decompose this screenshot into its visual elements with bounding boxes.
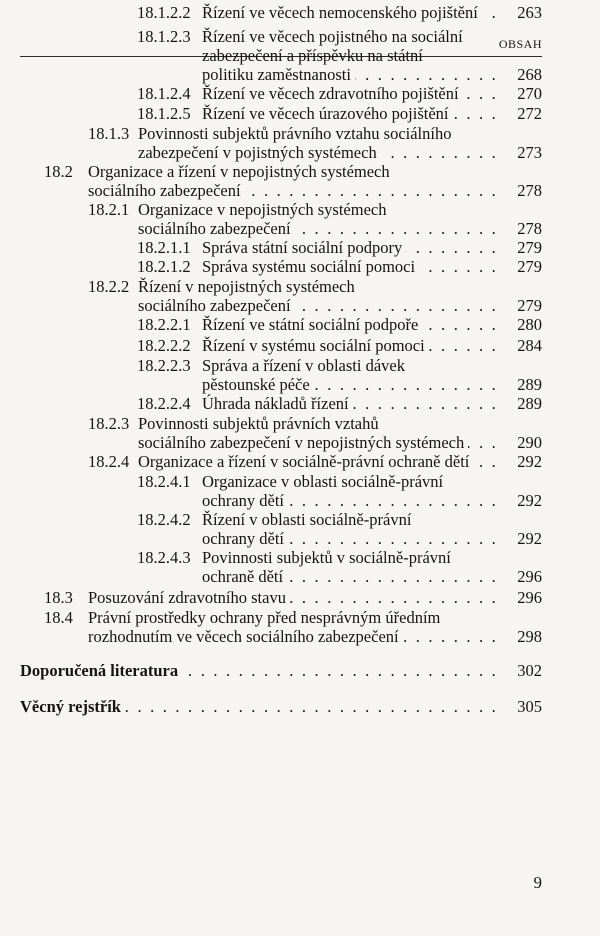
toc-entry-line [0,548,542,568]
toc-entry-line [0,472,542,492]
toc-dot-leader [355,65,498,85]
toc-entry-title[interactable]: Řízení ve věcech úrazového pojištění [202,104,449,123]
toc-page-number[interactable]: 278 [517,219,542,239]
toc-page-number[interactable]: 292 [517,491,542,511]
toc-entry-line [0,315,542,335]
page-number: 9 [533,873,542,892]
toc-page-number[interactable]: 290 [517,433,542,453]
toc-page-number[interactable]: 279 [517,238,542,257]
toc-section-number: 18.2 [44,162,73,181]
toc-entry-title[interactable]: Řízení ve věcech zdravotního pojištění [202,84,459,103]
toc-dot-leader [403,627,498,647]
toc-section-number: 18.1.3 [88,124,130,143]
toc-entry-line [0,510,542,530]
toc-dot-leader [288,491,498,511]
toc-section-number: 18.2.2.2 [137,336,191,355]
toc-entry-title[interactable]: Úhrada nákladů řízení [202,394,349,413]
toc-dot-leader [381,143,498,163]
toc-page-number[interactable]: 284 [517,336,542,355]
toc-entry-line [0,238,542,258]
toc-page-number[interactable]: 279 [517,257,542,276]
toc-entry-line [0,336,542,356]
toc-entry-line [0,27,542,47]
toc-section-number: 18.1.2.2 [137,3,191,22]
toc-section-number: 18.2.2.3 [137,356,191,375]
toc-dot-leader [473,452,498,472]
toc-entry-title[interactable]: sociálního zabezpečení v nepojistných systémech [138,433,465,453]
toc-dot-leader [429,336,498,356]
toc-entry-title[interactable]: Organizace a řízení v nepojistných systémech [88,162,390,181]
toc-entry-title[interactable]: ochrany dětí [202,491,285,511]
toc-entry-title[interactable]: sociálního zabezpečení [88,181,241,201]
toc-dot-leader [182,661,498,681]
toc-entry-line [0,375,542,395]
toc-entry-line [0,414,542,434]
toc-entry-title[interactable]: Povinnosti subjektů právního vztahu sociálního [138,124,452,143]
toc-dot-leader [288,529,498,549]
toc-section-number: 18.1.2.4 [137,84,191,103]
toc-section-number: 18.2.1.2 [137,257,191,276]
toc-entry-title[interactable]: zabezpečení a příspěvku na státní [202,46,423,66]
toc-entry-title[interactable]: politiku zaměstnanosti [202,65,351,85]
toc-entry-line [0,296,542,316]
toc-page-number[interactable]: 289 [517,394,542,413]
toc-dot-leader [463,84,498,104]
toc-dot-leader [453,104,499,124]
toc-entry-line [0,608,542,628]
toc-entry-line [0,219,542,239]
toc-section-number: 18.3 [44,588,73,607]
toc-page-number[interactable]: 278 [517,181,542,201]
toc-section-number: 18.2.2.4 [137,394,191,413]
toc-entry-title[interactable]: Řízení ve věcech nemocenského pojištění [202,3,478,22]
toc-dot-leader [125,697,498,717]
running-header: OBSAH [498,37,542,51]
toc-page-number[interactable]: 296 [517,567,542,587]
toc-section-number: 18.2.2 [88,277,130,296]
toc-dot-leader [419,257,498,277]
toc-entry-line [0,3,542,23]
toc-entry-line [0,124,542,144]
toc-entry-line [0,277,542,297]
toc-page-number[interactable]: 272 [517,104,542,123]
toc-page-number[interactable]: 289 [517,375,542,395]
toc-section-number: 18.2.1 [88,200,130,219]
toc-entry-line [0,162,542,182]
toc-section-number: 18.1.2.5 [137,104,191,123]
toc-entry-title[interactable]: ochraně dětí [202,567,284,587]
toc-entry-title[interactable]: Řízení v oblasti sociálně-právní [202,510,412,529]
toc-entry-title[interactable]: ochrany dětí [202,529,285,549]
toc-page-number[interactable]: 273 [517,143,542,163]
toc-section-number: 18.2.4.1 [137,472,191,491]
toc-page-number[interactable]: 302 [517,661,542,680]
toc-dot-leader [245,181,498,201]
toc-entry-title[interactable]: sociálního zabezpečení [138,219,291,239]
toc-entry-title[interactable]: Řízení ve věcech pojistného na sociální [202,27,463,46]
toc-entry-title[interactable]: pěstounské péče [202,375,310,395]
toc-section-number: 18.2.4 [88,452,130,471]
toc-page-number[interactable]: 263 [517,3,542,22]
toc-dot-leader [468,433,498,453]
toc-entry-line [0,200,542,220]
toc-dot-leader [482,3,498,23]
toc-entry-title[interactable]: Věcný rejstřík [20,697,121,716]
toc-entry-title[interactable]: Doporučená literatura [20,661,179,680]
toc-page-number[interactable]: 298 [517,627,542,647]
toc-entry-line [0,356,542,376]
toc-section-number: 18.2.2.1 [137,315,191,334]
toc-entry-line [0,104,542,124]
toc-entry-line [0,257,542,277]
toc-entry-line [0,529,542,549]
toc-entry-title[interactable]: Řízení ve státní sociální podpoře [202,315,419,334]
toc-entry-line [0,433,542,453]
toc-page-number[interactable]: 292 [517,452,542,471]
toc-entry-title[interactable]: Organizace v oblasti sociálně-právní [202,472,444,491]
toc-entry-line [0,181,542,201]
toc-entry-title[interactable]: Řízení v nepojistných systémech [138,277,355,296]
toc-entry-line [0,84,542,104]
toc-entry-line [0,567,542,587]
toc-page-number[interactable]: 268 [517,65,542,85]
toc-page-number[interactable]: 305 [517,697,542,716]
toc-dot-leader [314,375,498,395]
toc-entry-line [0,627,542,647]
toc-entry-line [0,46,542,66]
toc-section-number: 18.2.3 [88,414,130,433]
toc-entry-line [0,143,542,163]
toc-entry-title[interactable]: Správa a řízení v oblasti dávek [202,356,405,375]
toc-entry-title[interactable]: Povinnosti subjektů právních vztahů [138,414,379,433]
toc-dot-leader [287,567,498,587]
toc-entry-title[interactable]: Řízení v systému sociální pomoci [202,336,425,355]
toc-section-number: 18.1.2.3 [137,27,191,46]
toc-page-number[interactable]: 296 [517,588,542,607]
toc-entry-title[interactable]: Správa státní sociální podpory [202,238,403,257]
toc-entry-line [0,588,542,608]
toc-dot-leader [353,394,498,414]
toc-entry-title[interactable]: rozhodnutím ve věcech sociálního zabezpečení [88,627,399,647]
toc-entry-line [0,697,542,717]
toc-dot-leader [295,296,498,316]
toc-entry-line [0,452,542,472]
toc-dot-leader [295,219,498,239]
toc-section-number: 18.2.4.2 [137,510,191,529]
toc-page-number[interactable]: 279 [517,296,542,316]
toc-page-number[interactable]: 280 [517,315,542,334]
toc-entry-line [0,661,542,681]
toc-dot-leader [422,315,498,335]
toc-entry-line [0,491,542,511]
toc-entry-title[interactable]: Povinnosti subjektů v sociálně-právní [202,548,451,567]
toc-entry-line [0,394,542,414]
toc-page-number[interactable]: 270 [517,84,542,103]
toc-entry-line [0,65,542,85]
toc-dot-leader [406,238,498,258]
toc-entry-title[interactable]: Správa systému sociální pomoci [202,257,416,276]
toc-section-number: 18.2.1.1 [137,238,191,257]
toc-entry-title[interactable]: Posuzování zdravotního stavu [88,588,286,607]
toc-page-number[interactable]: 292 [517,529,542,549]
toc-section-number: 18.4 [44,608,73,627]
toc-section-number: 18.2.4.3 [137,548,191,567]
toc-entry-title[interactable]: zabezpečení v pojistných systémech [138,143,377,163]
toc-entry-title[interactable]: Právní prostředky ochrany před nesprávným úředním [88,608,441,627]
toc-entry-title[interactable]: Organizace a řízení v sociálně-právní ochraně dětí [138,452,470,471]
toc-entry-title[interactable]: Organizace v nepojistných systémech [138,200,387,219]
toc-dot-leader [290,588,498,608]
toc-entry-title[interactable]: sociálního zabezpečení [138,296,291,316]
